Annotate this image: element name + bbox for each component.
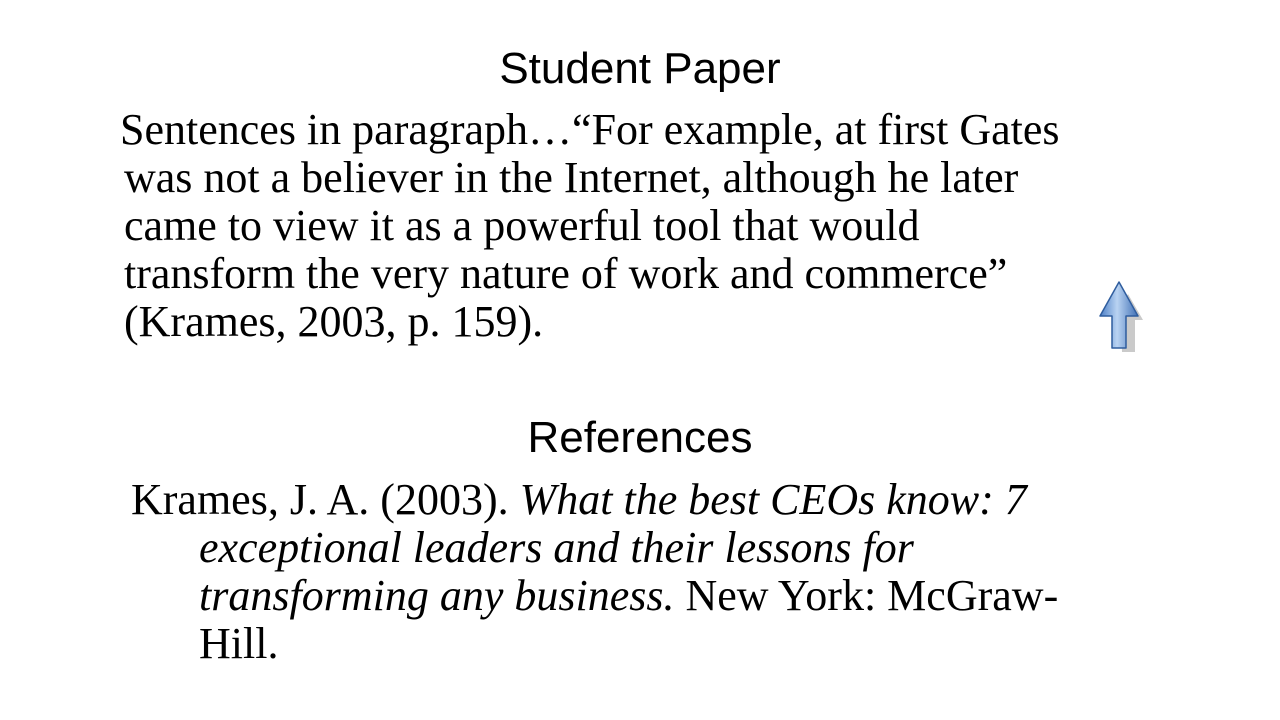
references-heading: References — [527, 413, 753, 462]
reference-line — [199, 572, 1058, 620]
reference-publisher: New York: McGraw- — [674, 571, 1059, 620]
reference-title: What the best CEOs know: 7 — [519, 475, 1027, 524]
paragraph-line: transform the very nature of work and commerce” — [124, 249, 1008, 298]
reference-publisher: Hill. — [199, 619, 279, 668]
paragraph-line: (Krames, 2003, p. 159). — [124, 297, 544, 346]
reference-title: transforming any business. — [199, 571, 675, 620]
student-paper-heading: Student Paper — [499, 44, 781, 93]
reference-line — [131, 476, 1027, 524]
paragraph-line: was not a believer in the Internet, although he later — [124, 153, 1019, 202]
paragraph-line: Sentences in paragraph…“For example, at first Gates — [120, 105, 1060, 154]
up-arrow-icon — [1093, 278, 1145, 354]
paragraph-line: came to view it as a powerful tool that would — [124, 201, 920, 250]
reference-title: exceptional leaders and their lessons for — [199, 523, 914, 572]
reference-author-date: Krames, J. A. (2003). — [131, 475, 520, 524]
